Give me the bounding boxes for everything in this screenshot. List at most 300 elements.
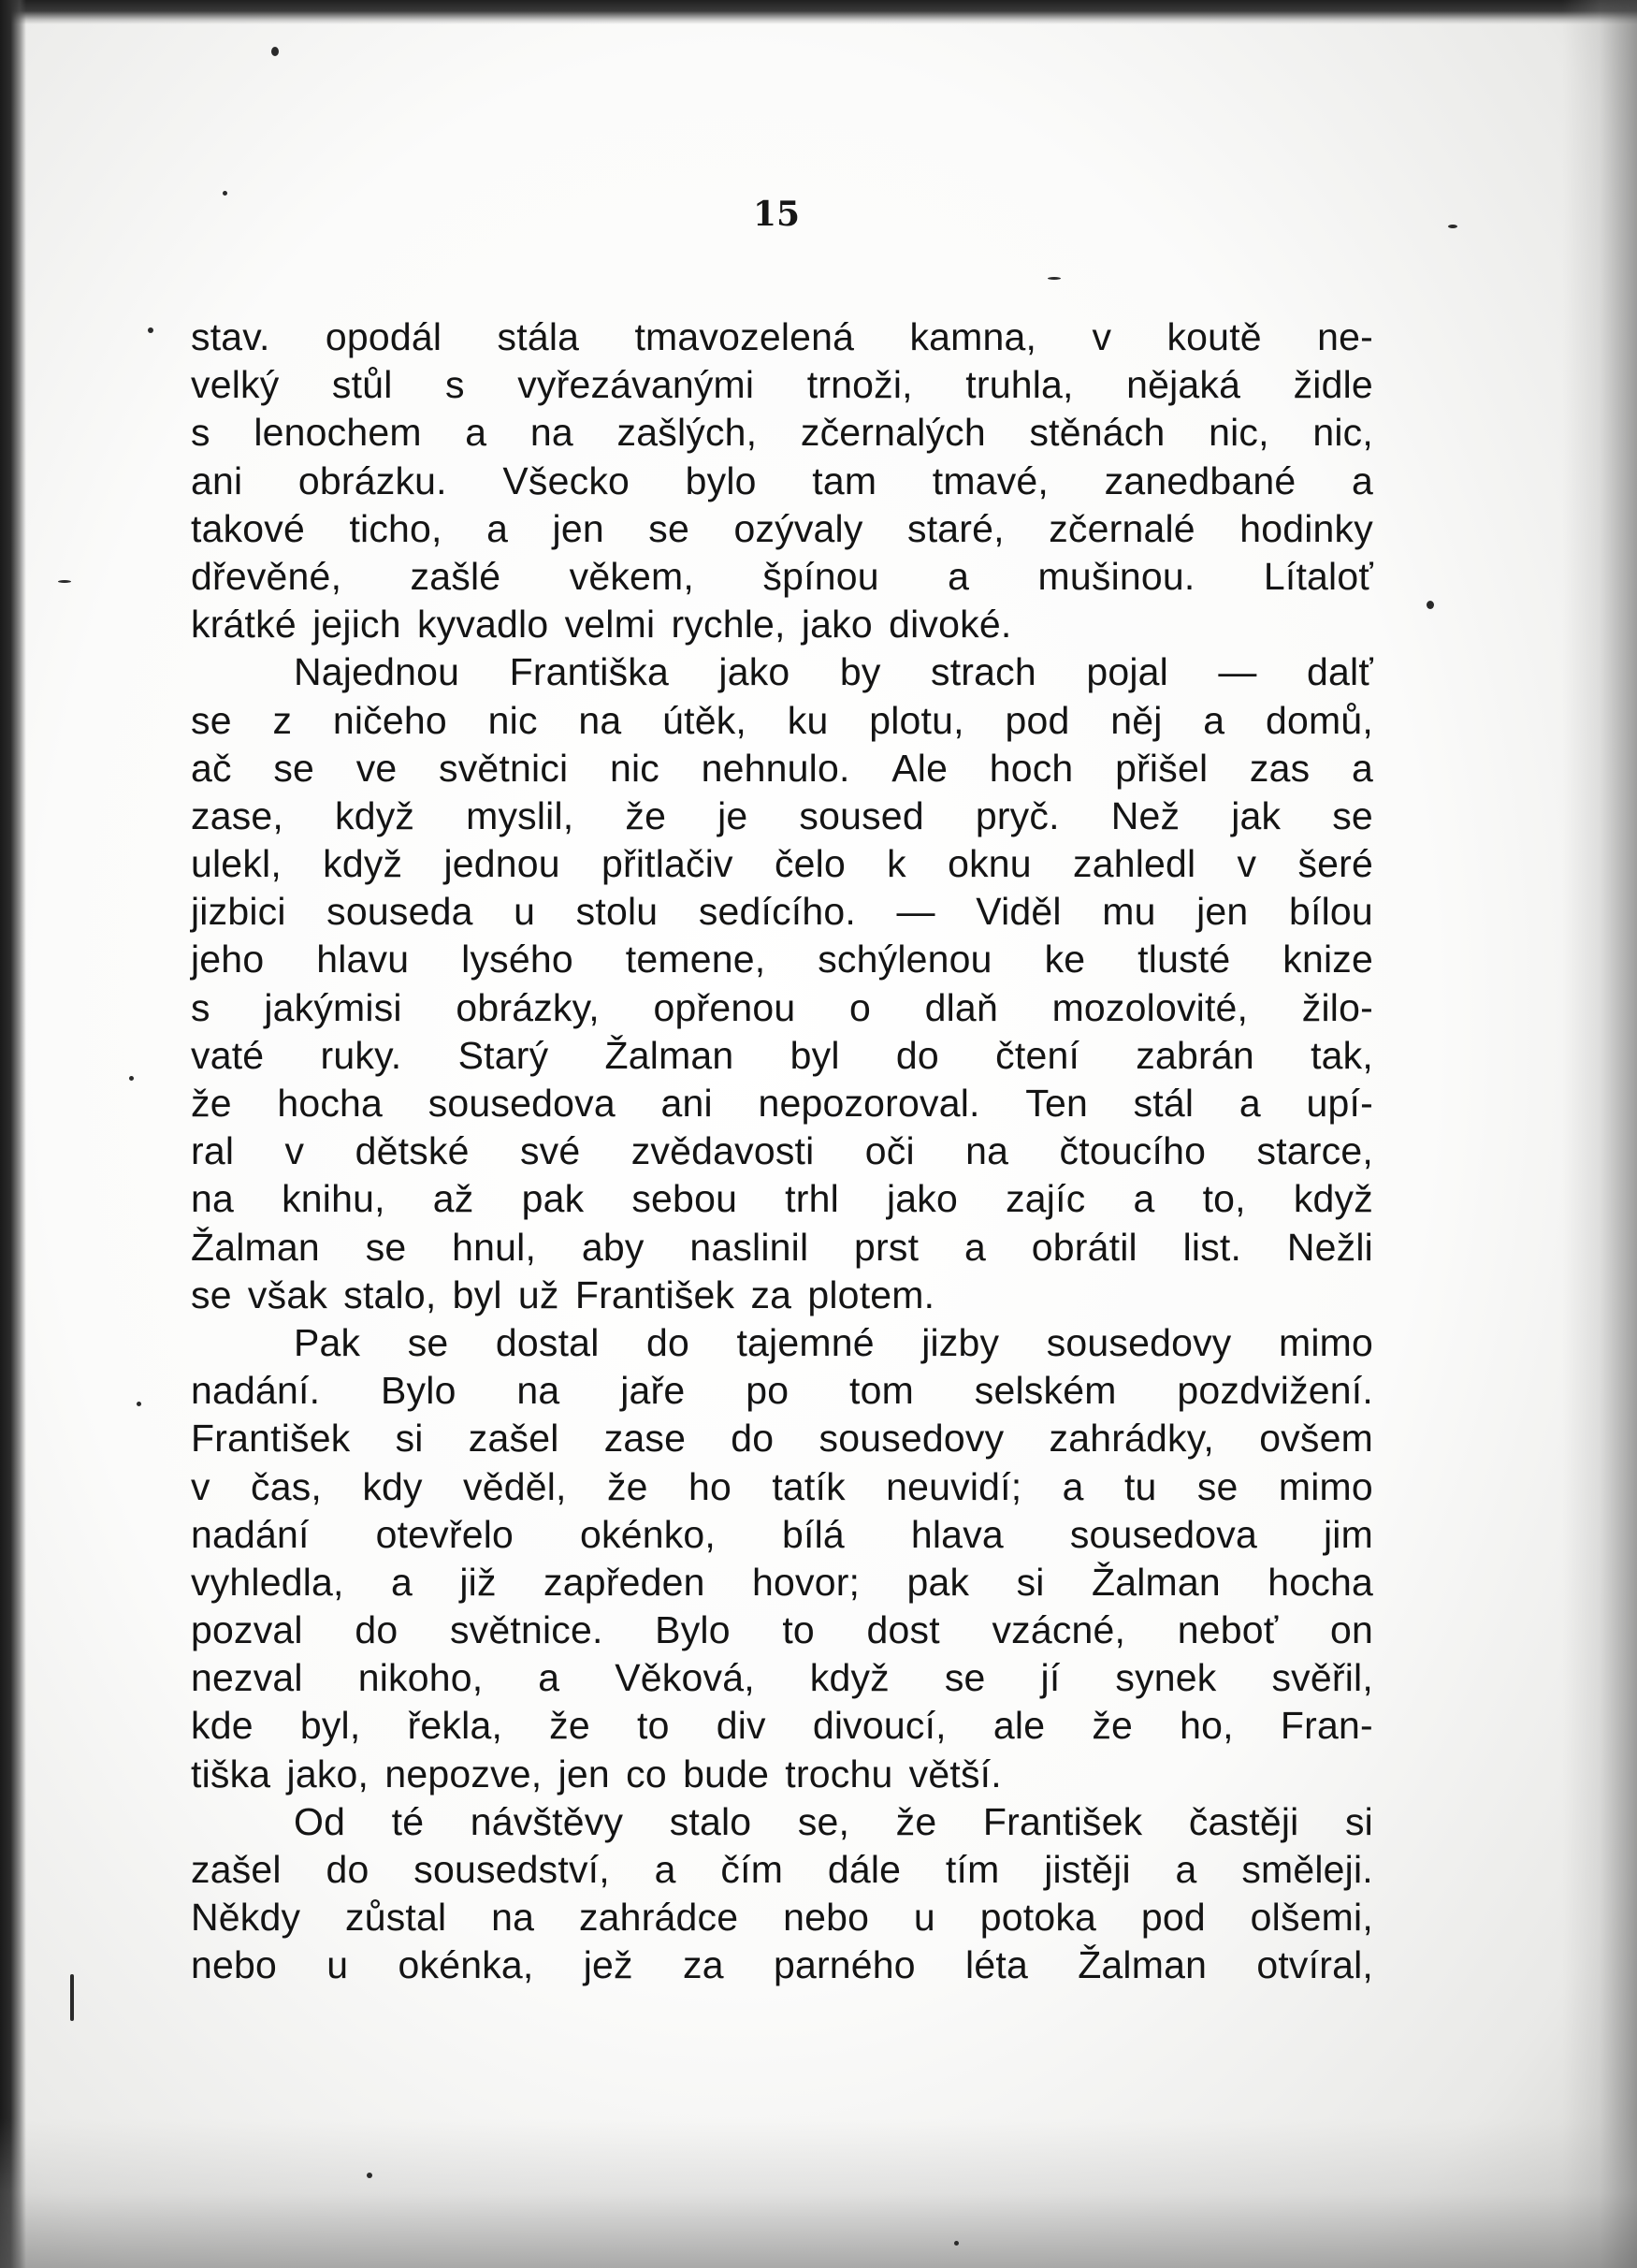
- word: kyvadlo: [416, 603, 549, 647]
- word: pak: [906, 1560, 970, 1604]
- word: do: [326, 1848, 369, 1891]
- word: zas: [1249, 746, 1311, 790]
- word: tom: [849, 1369, 914, 1413]
- word: s: [191, 411, 210, 455]
- word: Nežli: [1286, 1225, 1373, 1269]
- word: domů,: [1266, 698, 1373, 742]
- word: že: [549, 1704, 590, 1748]
- word: ke: [1044, 938, 1086, 981]
- scan-speck: [148, 327, 153, 333]
- word: o: [848, 985, 871, 1029]
- word: sousedovy: [818, 1417, 1005, 1461]
- word: jizby: [921, 1320, 1000, 1364]
- word: pryč.: [975, 793, 1060, 837]
- word: čtení: [995, 1033, 1080, 1077]
- word: Viděl: [976, 890, 1062, 934]
- word: sedícího.: [698, 890, 856, 934]
- word: ani: [191, 458, 243, 502]
- scan-speck: [58, 580, 71, 583]
- word: lysého: [461, 938, 573, 981]
- word: div: [716, 1704, 766, 1748]
- word: dlaň: [924, 985, 998, 1029]
- word: velký: [191, 363, 280, 407]
- word: dětské: [355, 1129, 470, 1173]
- word: když: [335, 793, 415, 837]
- word: v: [1237, 842, 1257, 886]
- word: jistěji: [1044, 1848, 1131, 1891]
- word: list.: [1182, 1225, 1242, 1269]
- word: stál: [1133, 1082, 1195, 1125]
- word: aby: [581, 1225, 645, 1269]
- word: staré,: [907, 506, 1005, 550]
- word: zčernalé: [1049, 506, 1195, 550]
- word: co: [626, 1752, 667, 1796]
- word: hlava: [910, 1512, 1004, 1556]
- word: hovor;: [751, 1560, 861, 1604]
- word: a: [654, 1848, 676, 1891]
- word: olšemi,: [1250, 1896, 1373, 1940]
- text-line: [191, 1224, 1373, 1272]
- word: čím: [720, 1848, 784, 1891]
- word: Věková,: [615, 1656, 755, 1700]
- word: byl: [452, 1272, 502, 1316]
- word: stav.: [191, 315, 270, 358]
- word: divoucí,: [812, 1704, 947, 1748]
- text-line: [191, 1032, 1373, 1080]
- word: okénko,: [580, 1512, 717, 1556]
- word: stalo: [669, 1799, 752, 1843]
- word: se: [273, 746, 315, 790]
- word: Všecko: [502, 458, 630, 502]
- word: směleji.: [1241, 1848, 1373, 1891]
- word: nic: [487, 698, 538, 742]
- word: z: [272, 698, 293, 742]
- word: zahrádce: [578, 1896, 739, 1940]
- word: obrátil: [1031, 1225, 1137, 1269]
- word: nějaká: [1126, 363, 1241, 407]
- word: hocha: [1268, 1560, 1373, 1604]
- word: by: [839, 650, 881, 694]
- word: zahledl: [1073, 842, 1196, 886]
- word: sousedova: [1069, 1512, 1257, 1556]
- word: v: [284, 1129, 305, 1173]
- word: dřevěné,: [191, 554, 342, 598]
- text-line: [191, 1702, 1373, 1750]
- text-line: [191, 1798, 1373, 1846]
- word: častěji: [1188, 1799, 1299, 1843]
- word: soused: [799, 793, 924, 837]
- word: té: [391, 1799, 425, 1843]
- word: starce,: [1256, 1129, 1373, 1173]
- word: a: [963, 1225, 986, 1269]
- word: šeré: [1297, 842, 1373, 886]
- word: krátké: [191, 603, 297, 647]
- word: kde: [191, 1704, 254, 1748]
- word: ho: [688, 1464, 732, 1508]
- page-number: 15: [752, 195, 801, 234]
- word: vyhledla,: [191, 1560, 344, 1604]
- text-line: [191, 553, 1373, 601]
- word: za: [750, 1272, 792, 1316]
- word: řekla,: [407, 1704, 503, 1748]
- word: kdy: [362, 1464, 423, 1508]
- word: dalť: [1307, 650, 1373, 694]
- word: opodál: [325, 315, 442, 358]
- word: k: [887, 842, 906, 886]
- word: Ale: [891, 746, 949, 790]
- word: František: [191, 1417, 351, 1461]
- word: větší.: [908, 1752, 1002, 1796]
- text-line: [191, 984, 1373, 1032]
- word: Pak: [294, 1320, 361, 1364]
- word: vaté: [191, 1033, 265, 1077]
- word: do: [895, 1033, 939, 1077]
- word: a: [390, 1560, 413, 1604]
- word: nebo: [783, 1896, 870, 1940]
- word: si: [395, 1417, 424, 1461]
- word: koutě: [1166, 315, 1262, 358]
- word: Žalman: [1091, 1560, 1221, 1604]
- text-line: [191, 888, 1373, 936]
- word: František: [982, 1799, 1143, 1843]
- word: žilo-: [1301, 985, 1373, 1029]
- word: tiška: [191, 1752, 271, 1796]
- text-line: [191, 458, 1373, 505]
- text-line: [191, 1511, 1373, 1559]
- word: tajemné: [736, 1320, 875, 1364]
- word: to,: [1202, 1177, 1246, 1221]
- word: pozdvižení.: [1177, 1369, 1373, 1413]
- word: nepozoroval.: [758, 1082, 980, 1125]
- word: zašlé: [410, 554, 501, 598]
- text-line: [191, 936, 1373, 983]
- word: ho,: [1180, 1704, 1234, 1748]
- word: a: [1175, 1848, 1197, 1891]
- word: potoka: [979, 1896, 1097, 1940]
- word: se: [365, 1225, 407, 1269]
- word: hodinky: [1239, 506, 1373, 550]
- word: zase: [603, 1417, 687, 1461]
- scan-edge-bottom: [0, 2118, 1637, 2268]
- scan-speck: [367, 2173, 372, 2178]
- word: jeho: [191, 938, 265, 981]
- word: ral: [191, 1129, 235, 1173]
- word: nepozve,: [384, 1752, 543, 1796]
- text-line: [191, 1175, 1373, 1223]
- word: za: [683, 1943, 724, 1987]
- text-line: [191, 1367, 1373, 1415]
- word: že: [191, 1082, 232, 1125]
- word: prst: [854, 1225, 920, 1269]
- word: mimo: [1278, 1320, 1373, 1364]
- word: zapředen: [543, 1560, 705, 1604]
- word: až: [432, 1177, 474, 1221]
- word: nadání.: [191, 1369, 321, 1413]
- word: jakýmisi: [264, 985, 402, 1029]
- word: že: [606, 1464, 648, 1508]
- word: —: [896, 890, 935, 934]
- word: obrázku.: [297, 458, 447, 502]
- text-line: [191, 1272, 1373, 1319]
- word: a: [1062, 1464, 1084, 1508]
- word: jak: [1231, 793, 1282, 837]
- text-line: [191, 840, 1373, 888]
- text-line: [191, 409, 1373, 457]
- word: léta: [965, 1943, 1028, 1987]
- scan-speck: [223, 191, 227, 196]
- word: plotem.: [807, 1272, 935, 1316]
- word: Lítaloť: [1263, 554, 1373, 598]
- word: a: [1203, 698, 1225, 742]
- body-text: [191, 313, 1373, 1990]
- word: schýlenou: [818, 938, 992, 981]
- word: zčernalých: [800, 411, 986, 455]
- word: s: [191, 985, 210, 1029]
- word: to: [637, 1704, 670, 1748]
- word: truhla,: [965, 363, 1074, 407]
- word: trnoži,: [806, 363, 913, 407]
- word: však: [247, 1272, 328, 1316]
- word: tak,: [1311, 1033, 1373, 1077]
- word: návštěvy: [470, 1799, 624, 1843]
- word: ozývaly: [733, 506, 863, 550]
- word: jako: [801, 603, 873, 647]
- word: stolu: [575, 890, 659, 934]
- word: pojal: [1086, 650, 1168, 694]
- word: a: [1351, 746, 1373, 790]
- word: jaře: [620, 1369, 686, 1413]
- word: přitlačiv: [601, 842, 733, 886]
- text-line: [191, 745, 1373, 792]
- word: bylo: [685, 458, 757, 502]
- word: upí-: [1306, 1082, 1373, 1125]
- word: mozolovité,: [1051, 985, 1249, 1029]
- word: —: [1218, 650, 1257, 694]
- word: pak: [521, 1177, 585, 1221]
- word: takové: [191, 506, 305, 550]
- word: jež: [583, 1943, 633, 1987]
- word: jako: [887, 1177, 959, 1221]
- word: Od: [294, 1799, 346, 1843]
- word: on: [1329, 1608, 1373, 1652]
- word: a: [1239, 1082, 1261, 1125]
- word: ulekl,: [191, 842, 282, 886]
- word: a: [538, 1656, 560, 1700]
- word: sousedství,: [413, 1848, 610, 1891]
- word: a: [1133, 1177, 1155, 1221]
- word: do: [731, 1417, 775, 1461]
- word: židle: [1293, 363, 1373, 407]
- word: pod: [1005, 698, 1070, 742]
- word: zašel: [468, 1417, 559, 1461]
- word: přišel: [1115, 746, 1209, 790]
- word: nic,: [1312, 411, 1373, 455]
- word: na: [578, 698, 622, 742]
- word: bílá: [782, 1512, 845, 1556]
- word: svěřil,: [1271, 1656, 1373, 1700]
- word: si: [1016, 1560, 1045, 1604]
- word: knihu,: [282, 1177, 385, 1221]
- word: věkem,: [569, 554, 695, 598]
- word: už: [517, 1272, 559, 1316]
- word: sousedova: [427, 1082, 616, 1125]
- word: a: [948, 554, 970, 598]
- word: ale: [992, 1704, 1046, 1748]
- word: ač: [191, 746, 232, 790]
- text-line: [191, 1463, 1373, 1511]
- word: a: [486, 506, 509, 550]
- word: věděl,: [463, 1464, 567, 1508]
- word: stalo,: [343, 1272, 437, 1316]
- word: ničeho: [332, 698, 447, 742]
- word: své: [519, 1129, 581, 1173]
- word: zajíc: [1006, 1177, 1086, 1221]
- word: tím: [945, 1848, 1000, 1891]
- word: do: [355, 1608, 398, 1652]
- word: nic,: [1209, 411, 1269, 455]
- text-line: [191, 1415, 1373, 1462]
- word: byl,: [299, 1704, 361, 1748]
- word: zašel: [191, 1848, 282, 1891]
- scan-speck: [1427, 601, 1434, 609]
- word: dále: [827, 1848, 902, 1891]
- word: hnul,: [452, 1225, 537, 1269]
- word: ku: [787, 698, 829, 742]
- word: jen: [552, 506, 604, 550]
- text-line: [191, 1606, 1373, 1654]
- word: zvědavosti: [630, 1129, 815, 1173]
- word: ovšem: [1259, 1417, 1373, 1461]
- text-line: [191, 1319, 1373, 1367]
- word: pod: [1140, 1896, 1206, 1940]
- word: Františka: [509, 650, 669, 694]
- word: trhl: [785, 1177, 839, 1221]
- word: když: [809, 1656, 890, 1700]
- text-line: [191, 648, 1373, 696]
- word: tmavozelená: [634, 315, 855, 358]
- word: tu: [1123, 1464, 1157, 1508]
- word: zanedbané: [1104, 458, 1297, 502]
- word: v: [1092, 315, 1112, 358]
- word: otvíral,: [1256, 1943, 1373, 1987]
- word: čas,: [251, 1464, 323, 1508]
- word: Žalman: [191, 1225, 320, 1269]
- word: temene,: [625, 938, 766, 981]
- text-line: [191, 1751, 1373, 1798]
- text-line: [191, 697, 1373, 745]
- text-line: [191, 1127, 1373, 1175]
- word: Než: [1110, 793, 1181, 837]
- word: tmavé,: [932, 458, 1050, 502]
- word: s: [445, 363, 465, 407]
- text-line: [191, 1846, 1373, 1894]
- word: jim: [1323, 1512, 1373, 1556]
- word: ruky.: [320, 1033, 402, 1077]
- word: vzácné,: [992, 1608, 1126, 1652]
- word: u: [326, 1943, 349, 1987]
- word: čtoucího: [1059, 1129, 1207, 1173]
- word: mušinou.: [1037, 554, 1195, 598]
- word: na: [191, 1177, 235, 1221]
- word: si: [1344, 1799, 1373, 1843]
- word: obrázky,: [456, 985, 600, 1029]
- word: ne-: [1317, 315, 1373, 358]
- word: oči: [864, 1129, 915, 1173]
- word: rychle,: [671, 603, 786, 647]
- word: nikoho,: [357, 1656, 484, 1700]
- word: bílou: [1288, 890, 1373, 934]
- word: jen: [558, 1752, 610, 1796]
- word: sebou: [631, 1177, 738, 1221]
- word: ve: [355, 746, 398, 790]
- word: ani: [660, 1082, 713, 1125]
- word: dost: [866, 1608, 940, 1652]
- word: parného: [773, 1943, 916, 1987]
- text-line: [191, 361, 1373, 409]
- word: nezval: [191, 1656, 303, 1700]
- word: souseda: [326, 890, 473, 934]
- word: špínou: [762, 554, 879, 598]
- scan-speck: [954, 2241, 959, 2246]
- word: myslil,: [466, 793, 574, 837]
- word: nebo: [191, 1943, 278, 1987]
- word: jen: [1196, 890, 1249, 934]
- word: nadání: [191, 1512, 310, 1556]
- word: trochu: [785, 1752, 893, 1796]
- word: když: [1293, 1177, 1373, 1221]
- word: se: [191, 698, 232, 742]
- word: divoké.: [889, 603, 1012, 647]
- word: synek: [1115, 1656, 1217, 1700]
- word: stěnách: [1029, 411, 1166, 455]
- text-line: [191, 792, 1373, 840]
- word: strach: [931, 650, 1036, 694]
- word: se: [1332, 793, 1373, 837]
- word: Fran-: [1280, 1704, 1373, 1748]
- word: Starý: [457, 1033, 549, 1077]
- word: Někdy: [191, 1896, 301, 1940]
- word: jejich: [312, 603, 401, 647]
- text-line: [191, 313, 1373, 361]
- word: velmi: [564, 603, 656, 647]
- word: tam: [812, 458, 877, 502]
- word: Ten: [1025, 1082, 1088, 1125]
- word: neboť: [1177, 1608, 1279, 1652]
- word: zase,: [191, 793, 283, 837]
- word: jí: [1040, 1656, 1061, 1700]
- word: na: [516, 1369, 560, 1413]
- scan-speck: [1048, 277, 1061, 280]
- word: je: [717, 793, 748, 837]
- word: zabrán: [1136, 1033, 1254, 1077]
- word: zahrádky,: [1049, 1417, 1215, 1461]
- word: na: [529, 411, 573, 455]
- text-line: [191, 601, 1373, 648]
- word: tatík: [772, 1464, 846, 1508]
- word: pozval: [191, 1608, 303, 1652]
- word: ticho,: [349, 506, 442, 550]
- word: se: [944, 1656, 986, 1700]
- word: Žalman: [1078, 1943, 1208, 1987]
- word: stůl: [331, 363, 393, 407]
- text-line: [191, 1894, 1373, 1941]
- word: bude: [683, 1752, 770, 1796]
- word: po: [746, 1369, 790, 1413]
- word: u: [913, 1896, 935, 1940]
- scan-speck: [1448, 225, 1457, 228]
- scan-speck: [70, 1974, 74, 2021]
- text-line: [191, 1941, 1373, 1989]
